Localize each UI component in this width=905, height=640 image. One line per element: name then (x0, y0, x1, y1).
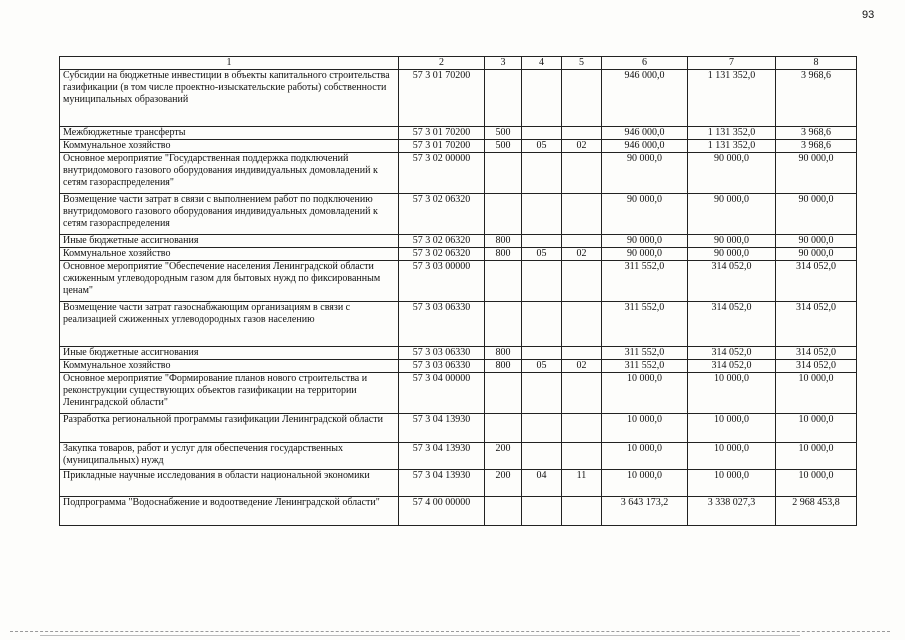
header-cell: 4 (522, 57, 562, 70)
table-row (60, 261, 857, 302)
amount-cell: 314 052,0 (688, 302, 776, 347)
amount-cell: 10 000,0 (776, 414, 857, 443)
row-name-cell: Закупка товаров, работ и услуг для обеспечения государственных (муниципальных) нужд (60, 443, 399, 470)
header-row (60, 57, 857, 70)
row-name-cell: Иные бюджетные ассигнования (60, 235, 399, 248)
expense-type-cell: 800 (485, 248, 522, 261)
amount-cell: 90 000,0 (602, 235, 688, 248)
table-row (60, 373, 857, 414)
row-name-cell: Подпрограмма "Водоснабжение и водоотведение Ленинградской области" (60, 497, 399, 526)
expense-type-cell: 800 (485, 235, 522, 248)
amount-cell: 946 000,0 (602, 70, 688, 127)
header-cell: 3 (485, 57, 522, 70)
scan-artifact-lines (0, 628, 905, 640)
code-cell: 57 3 03 06330 (399, 302, 485, 347)
amount-cell: 10 000,0 (688, 373, 776, 414)
amount-cell: 1 131 352,0 (688, 70, 776, 127)
subsection-cell (562, 373, 602, 414)
subsection-cell: 02 (562, 248, 602, 261)
amount-cell: 3 968,6 (776, 70, 857, 127)
table-row (60, 497, 857, 526)
row-name-cell: Коммунальное хозяйство (60, 248, 399, 261)
amount-cell: 10 000,0 (602, 443, 688, 470)
table-row (60, 470, 857, 497)
amount-cell: 10 000,0 (602, 373, 688, 414)
section-cell (522, 235, 562, 248)
section-cell: 04 (522, 470, 562, 497)
amount-cell: 90 000,0 (776, 248, 857, 261)
code-cell: 57 3 03 06330 (399, 360, 485, 373)
section-cell (522, 127, 562, 140)
section-cell (522, 70, 562, 127)
expense-type-cell: 200 (485, 443, 522, 470)
amount-cell: 946 000,0 (602, 127, 688, 140)
code-cell: 57 3 03 06330 (399, 347, 485, 360)
expense-type-cell (485, 194, 522, 235)
table-row (60, 347, 857, 360)
amount-cell: 90 000,0 (602, 194, 688, 235)
expense-type-cell (485, 414, 522, 443)
row-name-cell: Субсидии на бюджетные инвестиции в объекты капитального строительства газификации (в том числе проектно-изыскательские работы) собственности муниципальных образований (60, 70, 399, 127)
subsection-cell (562, 302, 602, 347)
subsection-cell (562, 347, 602, 360)
amount-cell: 10 000,0 (688, 414, 776, 443)
header-cell: 5 (562, 57, 602, 70)
expense-type-cell: 500 (485, 140, 522, 153)
row-name-cell: Разработка региональной программы газификации Ленинградской области (60, 414, 399, 443)
subsection-cell (562, 235, 602, 248)
code-cell: 57 3 01 70200 (399, 127, 485, 140)
table-row (60, 414, 857, 443)
code-cell: 57 3 02 00000 (399, 153, 485, 194)
table-row (60, 194, 857, 235)
subsection-cell (562, 443, 602, 470)
amount-cell: 90 000,0 (776, 235, 857, 248)
amount-cell: 90 000,0 (602, 248, 688, 261)
amount-cell: 314 052,0 (688, 360, 776, 373)
code-cell: 57 3 04 13930 (399, 414, 485, 443)
row-name-cell: Основное мероприятие "Государственная поддержка подключений внутридомового газового оборудования индивидуальных домовладений к сетям газораспределения" (60, 153, 399, 194)
amount-cell: 311 552,0 (602, 261, 688, 302)
header-cell: 8 (776, 57, 857, 70)
code-cell: 57 3 03 00000 (399, 261, 485, 302)
expense-type-cell: 800 (485, 360, 522, 373)
amount-cell: 10 000,0 (688, 443, 776, 470)
amount-cell: 946 000,0 (602, 140, 688, 153)
row-name-cell: Коммунальное хозяйство (60, 140, 399, 153)
amount-cell: 1 131 352,0 (688, 127, 776, 140)
subsection-cell: 11 (562, 470, 602, 497)
code-cell: 57 3 02 06320 (399, 235, 485, 248)
section-cell (522, 261, 562, 302)
amount-cell: 311 552,0 (602, 347, 688, 360)
row-name-cell: Коммунальное хозяйство (60, 360, 399, 373)
section-cell (522, 347, 562, 360)
section-cell: 05 (522, 248, 562, 261)
code-cell: 57 3 01 70200 (399, 140, 485, 153)
header-cell: 1 (60, 57, 399, 70)
section-cell (522, 194, 562, 235)
subsection-cell (562, 127, 602, 140)
section-cell (522, 302, 562, 347)
expense-type-cell (485, 153, 522, 194)
amount-cell: 3 338 027,3 (688, 497, 776, 526)
section-cell (522, 373, 562, 414)
amount-cell: 90 000,0 (688, 235, 776, 248)
amount-cell: 10 000,0 (688, 470, 776, 497)
amount-cell: 10 000,0 (602, 470, 688, 497)
row-name-cell: Основное мероприятие "Формирование планов нового строительства и реконструкции существующих объектов газификации на территории Ленинградской области" (60, 373, 399, 414)
amount-cell: 1 131 352,0 (688, 140, 776, 153)
amount-cell: 311 552,0 (602, 360, 688, 373)
row-name-cell: Возмещение части затрат газоснабжающим организациям в связи с реализацией сжиженных углеводородных газов населению (60, 302, 399, 347)
subsection-cell (562, 70, 602, 127)
amount-cell: 10 000,0 (776, 470, 857, 497)
code-cell: 57 3 01 70200 (399, 70, 485, 127)
code-cell: 57 3 04 13930 (399, 470, 485, 497)
amount-cell: 90 000,0 (688, 194, 776, 235)
amount-cell: 314 052,0 (776, 360, 857, 373)
amount-cell: 10 000,0 (602, 414, 688, 443)
amount-cell: 90 000,0 (688, 248, 776, 261)
amount-cell: 90 000,0 (688, 153, 776, 194)
header-cell: 7 (688, 57, 776, 70)
amount-cell: 311 552,0 (602, 302, 688, 347)
section-cell (522, 414, 562, 443)
code-cell: 57 3 02 06320 (399, 248, 485, 261)
page-number: 93 (862, 9, 875, 21)
subsection-cell: 02 (562, 360, 602, 373)
section-cell: 05 (522, 360, 562, 373)
table-body (60, 57, 857, 526)
code-cell: 57 3 04 00000 (399, 373, 485, 414)
amount-cell: 314 052,0 (776, 261, 857, 302)
amount-cell: 90 000,0 (776, 194, 857, 235)
table-row (60, 127, 857, 140)
amount-cell: 90 000,0 (776, 153, 857, 194)
table-row (60, 235, 857, 248)
amount-cell: 3 643 173,2 (602, 497, 688, 526)
subsection-cell (562, 261, 602, 302)
section-cell (522, 153, 562, 194)
amount-cell: 3 968,6 (776, 127, 857, 140)
scan-line (10, 631, 890, 632)
table-row (60, 302, 857, 347)
header-cell: 2 (399, 57, 485, 70)
row-name-cell: Иные бюджетные ассигнования (60, 347, 399, 360)
budget-table (59, 56, 857, 526)
amount-cell: 10 000,0 (776, 373, 857, 414)
expense-type-cell: 800 (485, 347, 522, 360)
subsection-cell (562, 194, 602, 235)
expense-type-cell: 200 (485, 470, 522, 497)
expense-type-cell (485, 373, 522, 414)
table-row (60, 360, 857, 373)
section-cell: 05 (522, 140, 562, 153)
code-cell: 57 4 00 00000 (399, 497, 485, 526)
expense-type-cell (485, 70, 522, 127)
subsection-cell (562, 414, 602, 443)
table-row (60, 140, 857, 153)
amount-cell: 314 052,0 (776, 347, 857, 360)
code-cell: 57 3 02 06320 (399, 194, 485, 235)
expense-type-cell (485, 261, 522, 302)
amount-cell: 314 052,0 (688, 347, 776, 360)
table-row (60, 443, 857, 470)
row-name-cell: Прикладные научные исследования в области национальной экономики (60, 470, 399, 497)
expense-type-cell (485, 302, 522, 347)
table-row (60, 70, 857, 127)
expense-type-cell (485, 497, 522, 526)
row-name-cell: Межбюджетные трансферты (60, 127, 399, 140)
section-cell (522, 497, 562, 526)
code-cell: 57 3 04 13930 (399, 443, 485, 470)
amount-cell: 314 052,0 (776, 302, 857, 347)
amount-cell: 90 000,0 (602, 153, 688, 194)
subsection-cell (562, 153, 602, 194)
amount-cell: 10 000,0 (776, 443, 857, 470)
scan-line (40, 635, 800, 636)
table-row (60, 248, 857, 261)
subsection-cell (562, 497, 602, 526)
amount-cell: 2 968 453,8 (776, 497, 857, 526)
row-name-cell: Возмещение части затрат в связи с выполнением работ по подключению внутридомового газового оборудования индивидуальных домовладений к сетям газораспределения (60, 194, 399, 235)
subsection-cell: 02 (562, 140, 602, 153)
amount-cell: 314 052,0 (688, 261, 776, 302)
amount-cell: 3 968,6 (776, 140, 857, 153)
row-name-cell: Основное мероприятие "Обеспечение населения Ленинградской области сжиженным углеводородным газом для бытовых нужд по фиксированным ценам" (60, 261, 399, 302)
section-cell (522, 443, 562, 470)
expense-type-cell: 500 (485, 127, 522, 140)
header-cell: 6 (602, 57, 688, 70)
table-row (60, 153, 857, 194)
